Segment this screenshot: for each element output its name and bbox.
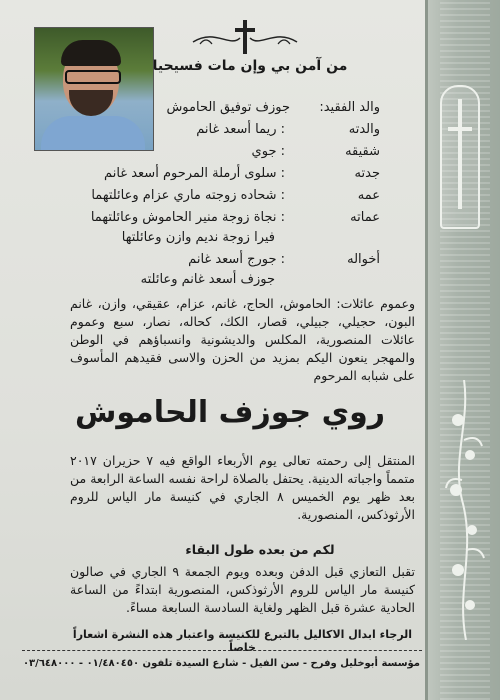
family-label: والد الفقيد: — [319, 100, 380, 115]
family-label: عمه — [357, 188, 380, 203]
family-value: : ريما أسعد غانم — [196, 122, 285, 137]
wish-line: لكم من بعده طول البقاء — [185, 542, 335, 557]
cross-ornament-icon — [185, 18, 305, 56]
condolences-paragraph: تقبل التعازي قبل الدفن وبعده ويوم الجمعة ٩ الجاري في صالون كنيسة مار الياس للروم الأرثوذكس، المنصورية ابتداءً من الساعة الحادية عشرة قبل الظهر ولغاية السادسة السابعة مساءً. — [70, 564, 415, 615]
photo-shirt — [41, 116, 145, 150]
family-value: : شحاده زوجته ماري عزام وعائلتهما — [91, 188, 285, 203]
family-value: : سلوى أرملة المرحوم أسعد غانم — [104, 166, 285, 181]
photo-hair — [61, 40, 121, 66]
family-value: جوزف أسعد غانم وعائلته — [140, 272, 275, 287]
family-value: : جورج أسعد غانم — [188, 252, 285, 267]
border-cross-icon — [440, 85, 480, 229]
families-paragraph: وعموم عائلات: الحاموش، الحاج، غانم، عزام، عقيقي، وازن، غانم البون، حجيلي، جبيلي، قصار، الكك، كحاله، نصار، سبع وعموم عائلات المنصورية، المكلس والديشونية وانسباؤهم في الوطن والمهجر ينعون اليكم بمزيد من الحزن والاسى فقيدهم المأسوف على شبابه المرحوم — [70, 296, 415, 383]
family-label: عماته — [350, 210, 380, 225]
deceased-photo — [34, 27, 154, 151]
family-value: : جوي — [251, 144, 285, 159]
family-label: أخواله — [347, 252, 380, 267]
flower-vine-icon — [436, 380, 492, 640]
deceased-name: روي جوزف الحاموش — [74, 395, 386, 430]
family-value: : نجاة زوجة منير الحاموش وعائلتهما — [90, 210, 285, 225]
decorative-border — [425, 0, 500, 700]
verse-heading: من آمن بي وإن مات فسيحيا — [152, 58, 348, 74]
photo-beard — [69, 90, 113, 116]
family-value: فيرا زوجة نديم وازن وعائلتها — [121, 230, 275, 245]
family-label: شقيقه — [345, 144, 380, 159]
family-label: والدته — [348, 122, 380, 137]
request-line: الرجاء ابدال الاكاليل بالتبرع للكنيسة واعتبار هذه النشرة اشعاراً خاصاً — [72, 628, 413, 654]
family-value: جوزف توفيق الحاموش — [166, 100, 290, 115]
family-label: جدته — [354, 166, 380, 181]
funeral-paragraph: المنتقل إلى رحمته تعالى يوم الأربعاء الواقع فيه ٧ حزيران ٢٠١٧ متمماً واجباته الدينية. يحتفل بالصلاة لراحة نفسه الساعة الرابعة من بعد ظهر يوم الخميس ٨ الجاري في كنيسة مار الياس للروم الأرثوذكس، المنصورية. — [70, 453, 415, 522]
photo-glasses — [65, 70, 121, 84]
printer-footer: مؤسسة أبوخليل وفرح - سن الفيل - شارع السيدة تلفون ٠١/٤٨٠٤٥٠ - ٠٣/٦٤٨٠٠٠ — [22, 658, 420, 669]
footer-divider — [22, 650, 422, 652]
